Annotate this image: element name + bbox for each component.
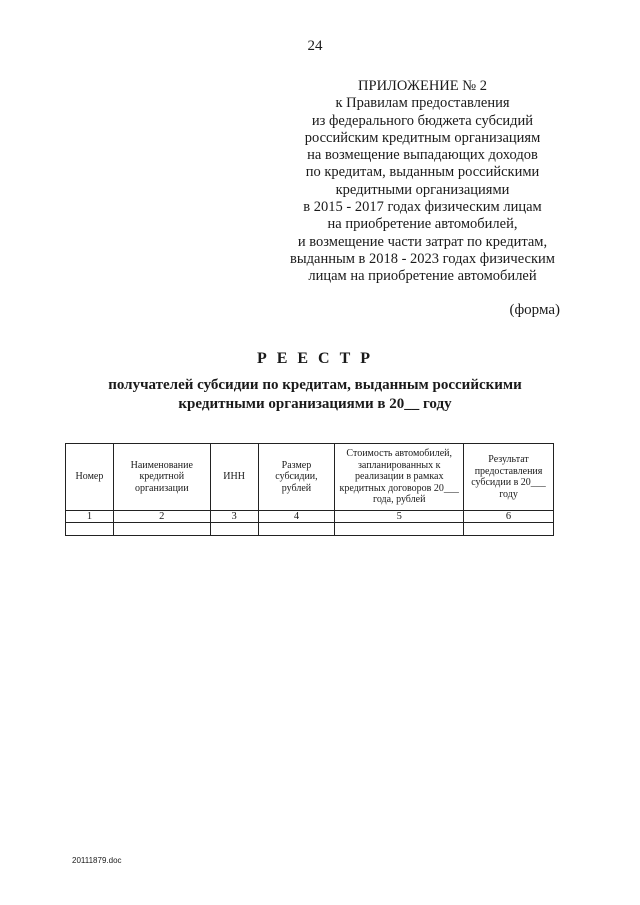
- appendix-line: выданным в 2018 - 2023 годах физическим: [290, 250, 555, 267]
- form-label: (форма): [509, 302, 560, 318]
- header-subsidy-amount: Размер субсидии, рублей: [258, 444, 335, 511]
- appendix-line: и возмещение части затрат по кредитам,: [297, 233, 548, 250]
- appendix-line: в 2015 - 2017 годах физическим лицам: [303, 199, 542, 216]
- column-number: 2: [113, 511, 210, 523]
- appendix-line: по кредитам, выданным российскими: [305, 164, 540, 181]
- appendix-line: на возмещение выпадающих доходов: [307, 147, 538, 164]
- column-number: 4: [258, 511, 335, 523]
- appendix-line: к Правилам предоставления: [335, 95, 510, 112]
- header-subsidy-result: Результат предоставления субсидии в 20___ году: [464, 444, 554, 511]
- subtitle-line-2: кредитными организациями в 20__ году: [178, 396, 452, 412]
- table-header-row: [66, 444, 554, 511]
- page-number: 24: [307, 38, 323, 54]
- document-title: Р Е Е С Т Р: [256, 350, 374, 367]
- column-number: 6: [464, 511, 554, 523]
- header-vehicle-cost: Стоимость автомобилей, запланированных к реализации в рамках кредитных договоров 20___ года, рублей: [335, 444, 464, 511]
- table-cell: [464, 523, 554, 536]
- appendix-line: на приобретение автомобилей,: [327, 216, 518, 233]
- appendix-line: лицам на приобретение автомобилей: [308, 268, 537, 285]
- table-cell: [335, 523, 464, 536]
- column-number: 1: [66, 511, 114, 523]
- column-number: 5: [335, 511, 464, 523]
- column-number: 3: [210, 511, 258, 523]
- header-number: Номер: [66, 444, 114, 511]
- appendix-line: ПРИЛОЖЕНИЕ № 2: [358, 78, 487, 94]
- table-cell: [210, 523, 258, 536]
- appendix-heading: [250, 78, 595, 286]
- header-organization-name: Наименование кредитной организации: [113, 444, 210, 511]
- registry-table: [65, 443, 554, 536]
- appendix-line: кредитными организациями: [335, 181, 510, 198]
- table-cell: [258, 523, 335, 536]
- column-number-row: [66, 511, 554, 523]
- subtitle-line-1: получателей субсидии по кредитам, выданным российскими: [108, 377, 522, 393]
- table-row: [66, 523, 554, 536]
- table-cell: [113, 523, 210, 536]
- table-cell: [66, 523, 114, 536]
- appendix-line: российским кредитным организациям: [304, 129, 541, 146]
- header-inn: ИНН: [210, 444, 258, 511]
- footer-filename: 20111879.doc: [72, 856, 122, 865]
- document-subtitle: [95, 376, 535, 414]
- appendix-line: из федерального бюджета субсидий: [311, 112, 534, 129]
